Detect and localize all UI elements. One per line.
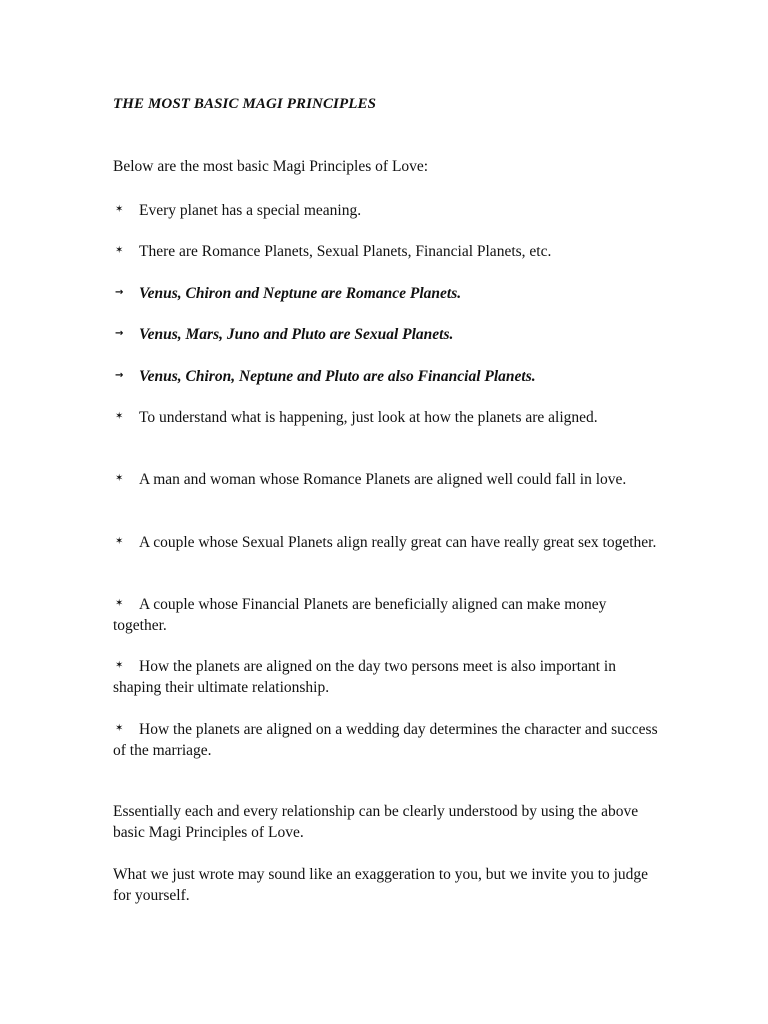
bullet-item xyxy=(113,593,658,636)
bullet-item xyxy=(113,531,658,553)
bullet-text: How the planets are aligned on a wedding day determines the character and success of the marriage. xyxy=(113,721,658,759)
bullet-text: To understand what is happening, just look at how the planets are aligned. xyxy=(139,409,598,426)
star-bullet-icon: ✶ xyxy=(115,536,124,547)
bullet-item xyxy=(113,718,658,761)
star-bullet-icon: ✶ xyxy=(115,411,124,422)
closing-paragraph: What we just wrote may sound like an exaggeration to you, but we invite you to judge for yourself. xyxy=(113,866,649,904)
bullet-text: A couple whose Sexual Planets align really great can have really great sex together. xyxy=(139,534,657,551)
bullet-item xyxy=(113,468,658,490)
star-bullet-icon: ✶ xyxy=(115,598,124,609)
bullet-text: Venus, Chiron and Neptune are Romance Planets. xyxy=(139,285,462,302)
intro-paragraph: Below are the most basic Magi Principles of Love: xyxy=(113,158,429,175)
bullet-text: Venus, Chiron, Neptune and Pluto are also Financial Planets. xyxy=(139,368,536,385)
bullet-item xyxy=(113,282,658,304)
bullet-text: A man and woman whose Romance Planets are aligned well could fall in love. xyxy=(139,471,627,488)
bullet-text: Venus, Mars, Juno and Pluto are Sexual Planets. xyxy=(139,326,454,343)
arrow-bullet-icon: → xyxy=(115,328,124,339)
bullet-text: How the planets are aligned on the day two persons meet is also important in shaping their ultimate relationship. xyxy=(113,658,616,696)
star-bullet-icon: ✶ xyxy=(115,473,124,484)
bullet-item xyxy=(113,406,658,428)
star-bullet-icon: ✶ xyxy=(115,723,124,734)
bullet-text: Every planet has a special meaning. xyxy=(139,202,362,219)
star-bullet-icon: ✶ xyxy=(115,204,124,215)
bullet-item xyxy=(113,365,658,387)
page-title: THE MOST BASIC MAGI PRINCIPLES xyxy=(113,96,377,112)
bullet-item xyxy=(113,199,658,221)
bullet-text: A couple whose Financial Planets are beneficially aligned can make money together. xyxy=(113,596,607,634)
bullet-text: There are Romance Planets, Sexual Planets, Financial Planets, etc. xyxy=(139,243,552,260)
arrow-bullet-icon: → xyxy=(115,370,124,381)
star-bullet-icon: ✶ xyxy=(115,245,124,256)
closing-paragraph: Essentially each and every relationship can be clearly understood by using the above basic Magi Principles of Love. xyxy=(113,803,639,841)
star-bullet-icon: ✶ xyxy=(115,660,124,671)
bullet-item xyxy=(113,240,658,262)
arrow-bullet-icon: → xyxy=(115,287,124,298)
bullet-item xyxy=(113,323,658,345)
bullet-item xyxy=(113,655,658,698)
